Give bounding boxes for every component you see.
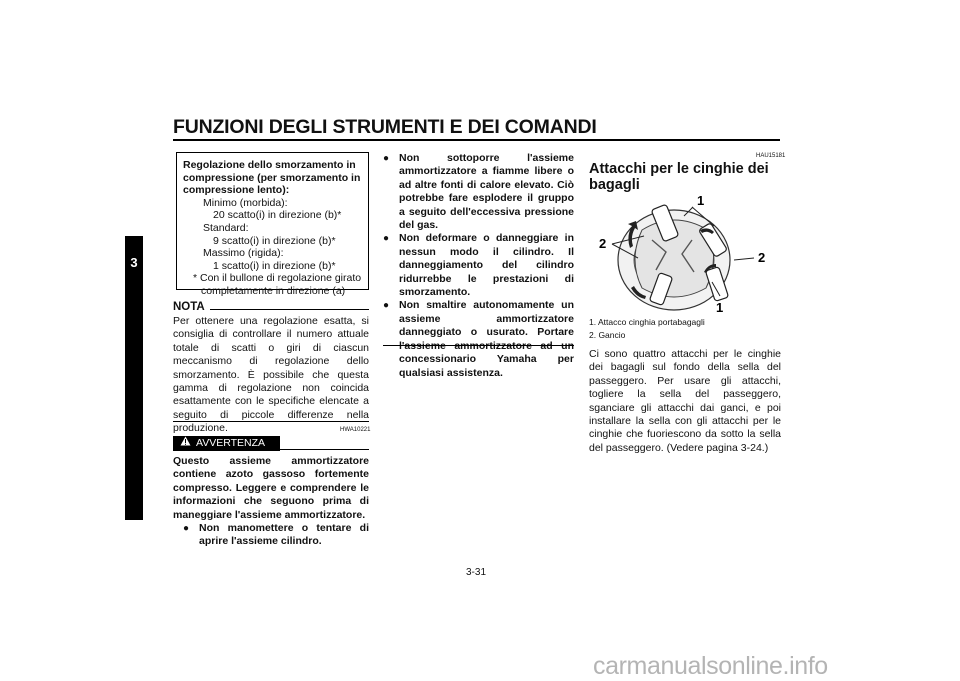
section-text: Ci sono quattro attacchi per le cinghie dei bagagli sul fondo della sella del passeggero. Per usare gli attacchi, togliere la sella del passeggero, sganciare gli attacchi dai ganci, e poi installare la sella con gli attacchi per le cinghie che fuoriescono da sotto la sella del passeggero. (Vedere pagina 3-24.) (589, 348, 781, 454)
warning-bullet: ● Non manomettere o tentare di aprire l'assieme cilindro. (183, 522, 369, 549)
spec-line: Standard: (203, 221, 249, 234)
warning-triangle-icon (180, 436, 191, 451)
warning-intro: Questo assieme ammortizzatore contiene azoto gassoso fortemente compresso. Leggere e comprendere le informazioni che seguono prima di maneggiare l'assieme ammortizzatore. (173, 455, 369, 521)
figure-captions (589, 316, 705, 342)
nota-rule (210, 309, 369, 310)
spec-line: 1 scatto(i) in direzione (b)* (213, 259, 336, 272)
section-separator (173, 421, 369, 422)
spec-line: Minimo (morbida): (203, 196, 288, 209)
luggage-strap-illustration (596, 190, 772, 314)
section-title: Attacchi per le cinghie dei bagagli (589, 161, 769, 193)
page-number: 3-31 (466, 567, 487, 578)
caption-1: 1. Attacco cinghia portabagagli (589, 317, 705, 327)
warning-badge (173, 436, 280, 451)
figure-label-2-right: 2 (758, 250, 766, 265)
chapter-tab (125, 236, 143, 520)
title-rule (173, 139, 780, 141)
nota-label: NOTA (173, 301, 205, 313)
warning-label: AVVERTENZA (196, 437, 266, 449)
page-title: FUNZIONI DEGLI STRUMENTI E DEI COMANDI (173, 116, 597, 138)
spec-line: Massimo (rigida): (203, 247, 284, 260)
figure-label-2-left: 2 (599, 236, 607, 251)
spec-box (176, 152, 369, 297)
chapter-number: 3 (130, 255, 138, 270)
warning-code: HWA10221 (340, 427, 371, 433)
spec-footnote: * Con il bullone di regolazione girato completamente in direzione (a) (193, 272, 362, 297)
warning-rule (280, 449, 369, 450)
caption-2: 2. Gancio (589, 330, 626, 340)
watermark: carmanualsonline.info (593, 652, 828, 680)
nota-text: Per ottenere una regolazione esatta, si consiglia di controllare il numero attuale totale di scatti o giri di ciascun meccanismo di regolazione dello smorzamento. È possibile che questa gamma di regolazione non coincida esattamente con le specifiche elencate a seguito di piccole differenze nella produzione. (173, 315, 369, 435)
spec-line: 20 scatto(i) in direzione (b)* (213, 209, 342, 222)
warning-bullet: ● Non sottoporre l'assieme ammortizzatore a fiamme libere o ad altre fonti di calore elevato. Ciò potrebbe fare esplodere il gruppo a seguito dell'eccessiva pressione del gas. (383, 152, 574, 232)
section-code: HAU15181 (756, 153, 786, 159)
figure-label-1-bottom: 1 (716, 300, 724, 314)
warning-bullet: ● Non smaltire autonomamente un assieme ammortizzatore danneggiato o usurato. Portare concessionario Yamaha per qualsiasi assistenza. (383, 299, 574, 379)
spec-heading: Regolazione dello smorzamento in compressione (per smorzamento in compressione lento): (183, 159, 361, 197)
figure-label-1-top: 1 (697, 193, 705, 208)
warning-end-rule (383, 345, 574, 346)
spec-line: 9 scatto(i) in direzione (b)* (213, 234, 336, 247)
warning-text (173, 455, 369, 549)
warning-bullet: ● Non deformare o danneggiare in nessun modo il cilindro. Il danneggiamento del cilindro ridurrebbe le prestazioni di smorzamento. (383, 232, 574, 299)
